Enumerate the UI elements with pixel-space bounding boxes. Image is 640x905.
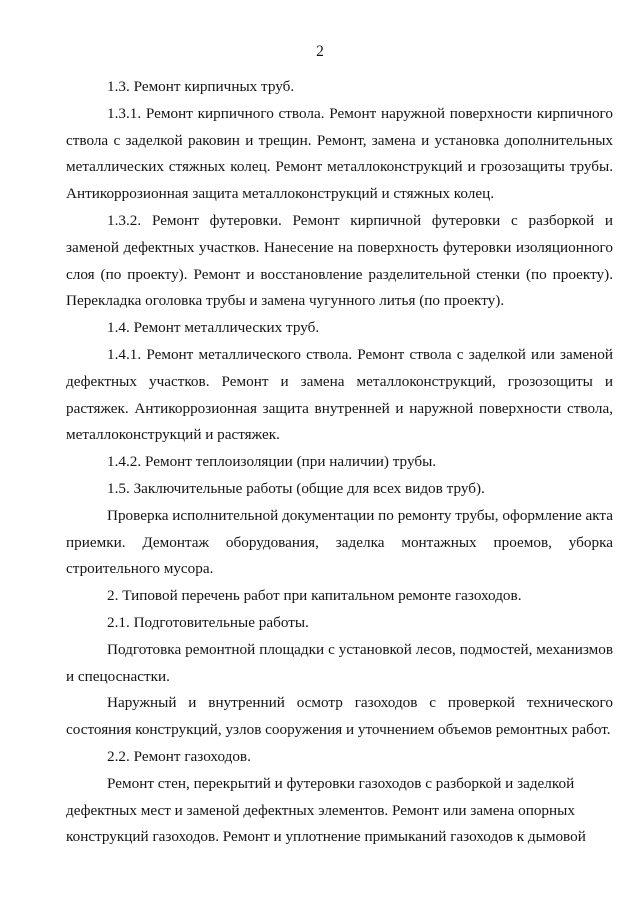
paragraph-1-3-2: 1.3.2. Ремонт футеровки. Ремонт кирпичной футеровки с разборкой и заменой дефектных участков. Нанесение на поверхность футеровки изоляционного слоя (по проекту). Ремонт и восстановление разделительной стенки (по проекту). Перекладка оголовка трубы и замена чугунного литья (по проекту).	[66, 211, 613, 310]
paragraph-site-preparation: Подготовка ремонтной площадки с установкой лесов, подмостей, механизмов и спецоснастки.	[66, 640, 613, 685]
heading-2-2: 2.2. Ремонт газоходов.	[107, 747, 251, 765]
heading-2-1: 2.1. Подготовительные работы.	[107, 613, 309, 631]
heading-1-4: 1.4. Ремонт металлических труб.	[107, 319, 320, 337]
paragraph-1-3-1: 1.3.1. Ремонт кирпичного ствола. Ремонт наружной поверхности кирпичного ствола с заделкой раковин и трещин. Ремонт, замена и установка дополнительных металлических стяжных колец. Ремонт металлоконструкций и грозозащиты трубы. Антикоррозионная защита металлоконструкций и стяжных колец.	[66, 104, 613, 203]
paragraph-inspection: Наружный и внутренний осмотр газоходов с проверкой технического состояния конструкций, узлов сооружения и уточнением объемов ремонтных работ.	[66, 694, 613, 739]
paragraph-final-works: Проверка исполнительной документации по ремонту трубы, оформление акта приемки. Демонтаж оборудования, заделка монтажных проемов, уборка строительного мусора.	[66, 506, 613, 578]
heading-1-5: 1.5. Заключительные работы (общие для всех видов труб).	[107, 479, 485, 497]
paragraph-1-4-1: 1.4.1. Ремонт металлического ствола. Ремонт ствола с заделкой или заменой дефектных участков. Ремонт и замена металлоконструкций, грозозощиты и растяжек. Антикоррозионная защита внутренней и наружной поверхности ствола, металлоконструкций и растяжек.	[66, 345, 613, 444]
document-body	[66, 74, 613, 851]
paragraph-1-4-2: 1.4.2. Ремонт теплоизоляции (при наличии) трубы.	[107, 453, 437, 471]
paragraph-flue-repair: Ремонт стен, перекрытий и футеровки газоходов с разборкой и заделкой дефектных мест и заменой дефектных элементов. Ремонт или замена опорных конструкций газоходов. Ремонт и уплотнение примыканий газоходов к дымовой	[66, 774, 586, 846]
page-number: 2	[316, 43, 324, 60]
heading-2: 2. Типовой перечень работ при капитальном ремонте газоходов.	[107, 587, 522, 605]
heading-1-3: 1.3. Ремонт кирпичных труб.	[107, 78, 295, 95]
